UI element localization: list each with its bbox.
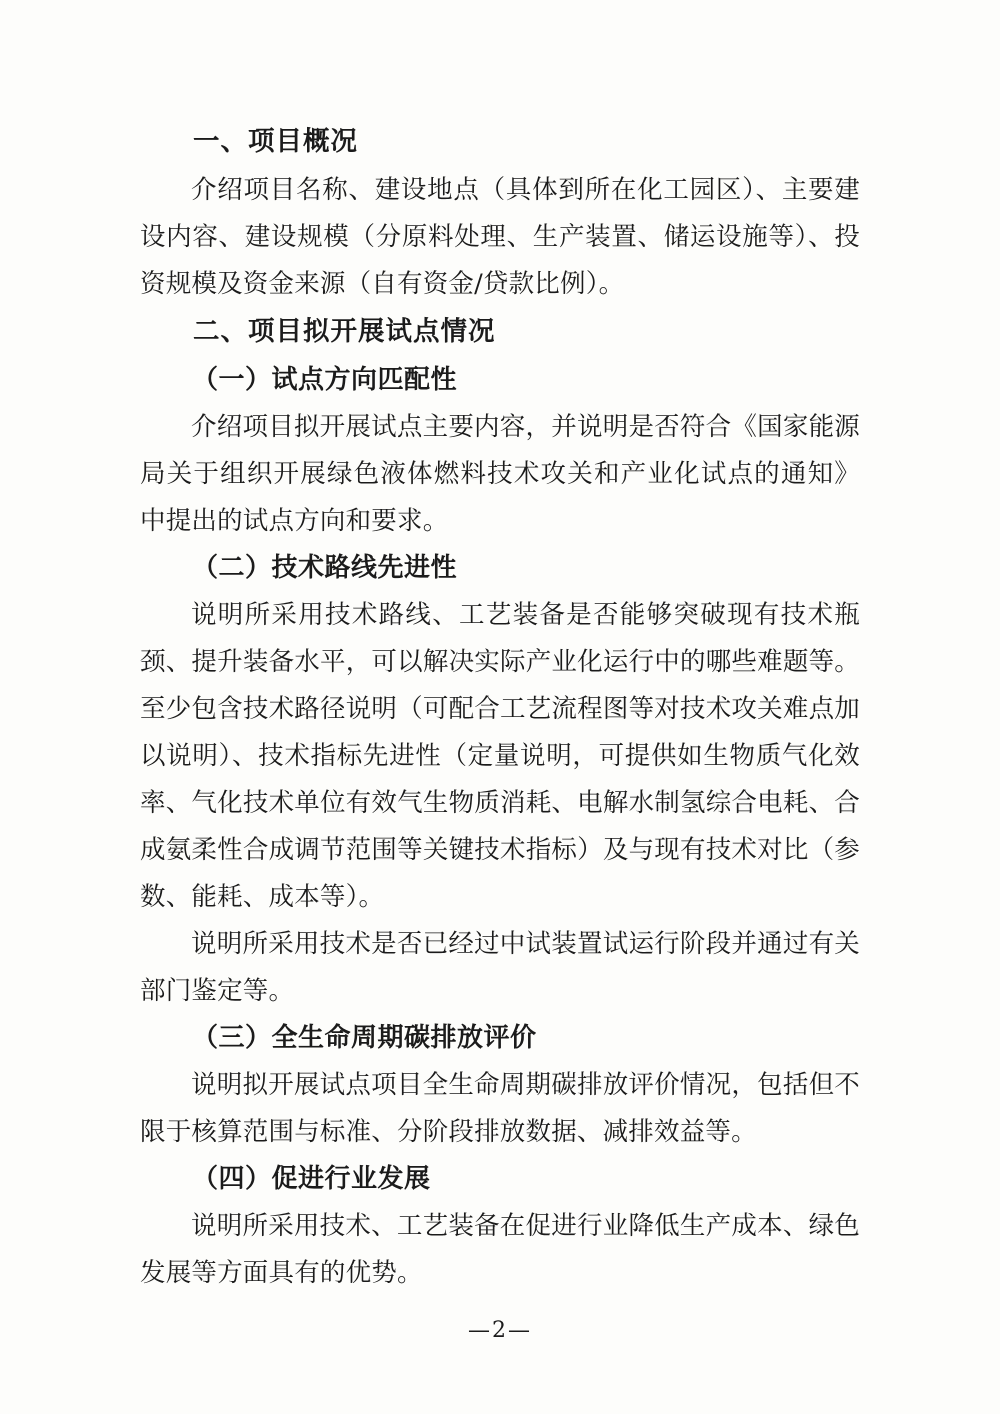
- subsection-heading-1: （一）试点方向匹配性: [192, 365, 458, 395]
- subsection-heading-3: （三）全生命周期碳排放评价: [192, 1023, 537, 1053]
- paragraph-project-overview: 介绍项目名称、建设地点（具体到所在化工园区）、主要建设内容、建设规模（分原料处理、生产装置、储运设施等）、投资规模及资金来源（自有资金/贷款比例）。: [140, 175, 860, 299]
- subsection-heading-4: （四）促进行业发展: [192, 1164, 431, 1194]
- document-body: [140, 118, 860, 1297]
- subsection-heading-2: （二）技术路线先进性: [192, 553, 458, 583]
- section-heading-1: 一、项目概况: [193, 126, 358, 157]
- page-number-footer: —2—: [468, 1318, 532, 1343]
- paragraph-carbon-evaluation: 说明拟开展试点项目全生命周期碳排放评价情况，包括但不限于核算范围与标准、分阶段排放数据、减排效益等。: [140, 1070, 860, 1147]
- section-heading-2: 二、项目拟开展试点情况: [193, 316, 496, 347]
- paragraph-pilot-test-status: 说明所采用技术是否已经过中试装置试运行阶段并通过有关部门鉴定等。: [140, 929, 860, 1006]
- paragraph-technology-advance: 说明所采用技术路线、工艺装备是否能够突破现有技术瓶颈、提升装备水平，可以解决实际产业化运行中的哪些难题等。至少包含技术路径说明（可配合工艺流程图等对技术攻关难点加以说明）、技术指标先进性（定量说明，可提供如生物质气化效率、气化技术单位有效气生物质消耗、电解水制氢综合电耗、合成氨柔性合成调节范围等关键技术指标）及与现有技术对比（参数、能耗、成本等）。: [140, 600, 860, 912]
- paragraph-industry-development: 说明所采用技术、工艺装备在促进行业降低生产成本、绿色发展等方面具有的优势。: [140, 1211, 860, 1288]
- paragraph-pilot-direction: 介绍项目拟开展试点主要内容，并说明是否符合《国家能源局关于组织开展绿色液体燃料技术攻关和产业化试点的通知》 中提出的试点方向和要求。: [140, 412, 860, 536]
